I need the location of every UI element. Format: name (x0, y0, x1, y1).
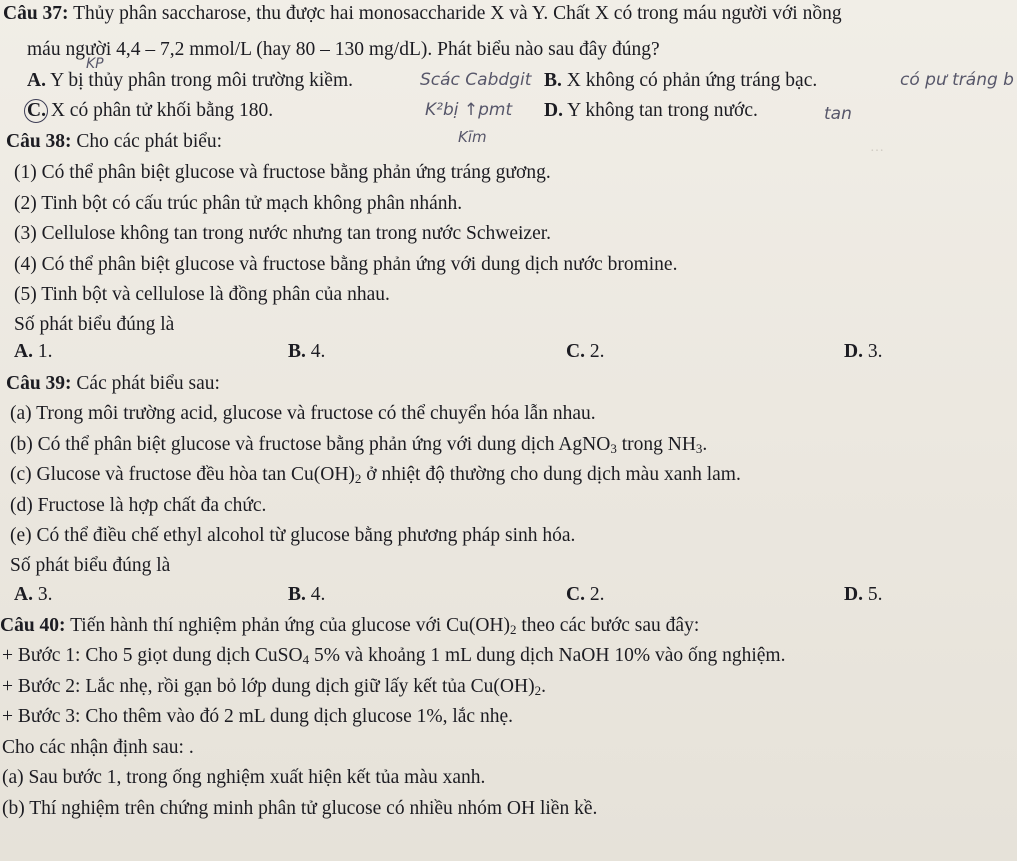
q38-item-2: (2) Tinh bột có cấu trúc phân tử mạch không phân nhánh. (14, 193, 463, 214)
q37-line1: Câu 37: Thủy phân saccharose, thu được hai monosaccharide X và Y. Chất X có trong máu người với nồng (3, 3, 842, 24)
q39-option-c: C. 2. (566, 584, 605, 605)
q40-step-1: + Bước 1: Cho 5 giọt dung dịch CuSO$_4$ 5% và khoảng 1 mL dung dịch NaOH 10% vào ống nghiệm. (2, 645, 786, 667)
q39-option-b: B. 4. (288, 584, 326, 605)
q37-option-c: C. X có phân tử khối bằng 180. (27, 100, 274, 121)
handwritten-note: Scác Cabdgit (420, 70, 532, 90)
handwritten-note: K²bị ↑pmt (425, 100, 513, 120)
q39-statement-d: (d) Fructose là hợp chất đa chức. (10, 495, 267, 516)
q39-statement-c: (c) Glucose và fructose đều hòa $\tan Cu(OH)_2$ ở nhiệt độ thường cho dung dịch màu xanh lam. (10, 464, 741, 486)
q38-option-d: D. 3. (844, 341, 883, 362)
q39-option-a: A. 3. (14, 584, 53, 605)
handwritten-note: KP (86, 56, 104, 72)
q40-claims-intro: Cho các nhận định sau: . (2, 737, 194, 758)
q38-item-4: (4) Có thể phân biệt glucose và fructose bằng phản ứng với dung dịch nước bromine. (14, 254, 678, 275)
q39-stem: Câu 39: Các phát biểu sau: (6, 373, 220, 394)
q39-statement-b: (b) Có thể phân biệt glucose và fructose bằng phản ứng với dung dịch AgNO$_3$ trong $NH_3$. (10, 434, 708, 456)
q38-count-prompt: Số phát biểu đúng là (14, 314, 175, 335)
q37-option-b: B. X không có phản ứng tráng bạc. (544, 70, 818, 91)
q39-count-prompt: Số phát biểu đúng là (10, 555, 171, 576)
q37-line2: máu người 4,4 – 7,2 mmol/L (hay 80 – 130 mg/dL). Phát biểu nào sau đây đúng? (27, 39, 660, 60)
q37-option-d: D. Y không tan trong nước. (544, 100, 758, 121)
q38-item-5: (5) Tinh bột và cellulose là đồng phân của nhau. (14, 284, 390, 305)
bleed-through-text: … (870, 140, 884, 155)
q38-option-c: C. 2. (566, 341, 605, 362)
q38-stem: Câu 38: Cho các phát biểu: (6, 131, 223, 152)
answer-circle-mark (24, 99, 48, 123)
q37-option-a: A. Y bị thủy phân trong môi trường kiềm. (27, 70, 354, 91)
handwritten-note: tan (824, 104, 852, 124)
q38-item-3: (3) Cellulose không tan trong nước nhưng tan trong nước Schweizer. (14, 223, 552, 244)
q40-claim-b: (b) Thí nghiệm trên chứng minh phân tử glucose có nhiều nhóm OH liền kề. (2, 798, 598, 819)
q40-stem: Câu 40: Tiến hành thí nghiệm phản ứng của glucose với $Cu(OH)_2$ theo các bước sau đây: (0, 615, 700, 637)
q40-step-2: + Bước 2: Lắc nhẹ, rồi gạn bỏ lớp dung dịch giữ lấy kết tủa $Cu(OH)_2$. (2, 676, 546, 698)
q39-option-d: D. 5. (844, 584, 883, 605)
q38-option-a: A. 1. (14, 341, 53, 362)
q39-statement-e: (e) Có thể điều chế ethyl alcohol từ glucose bằng phương pháp sinh hóa. (10, 525, 576, 546)
q38-option-b: B. 4. (288, 341, 326, 362)
handwritten-note: Kīm (458, 128, 487, 146)
q40-step-3: + Bước 3: Cho thêm vào đó 2 mL dung dịch glucose 1%, lắc nhẹ. (2, 706, 513, 727)
q39-statement-a: (a) Trong môi trường acid, glucose và fructose có thể chuyển hóa lẫn nhau. (10, 403, 596, 424)
q40-claim-a: (a) Sau bước 1, trong ống nghiệm xuất hiện kết tủa màu xanh. (2, 767, 486, 788)
q38-item-1: (1) Có thể phân biệt glucose và fructose bằng phản ứng tráng gương. (14, 162, 551, 183)
handwritten-note: có pư tráng b (900, 70, 1014, 90)
